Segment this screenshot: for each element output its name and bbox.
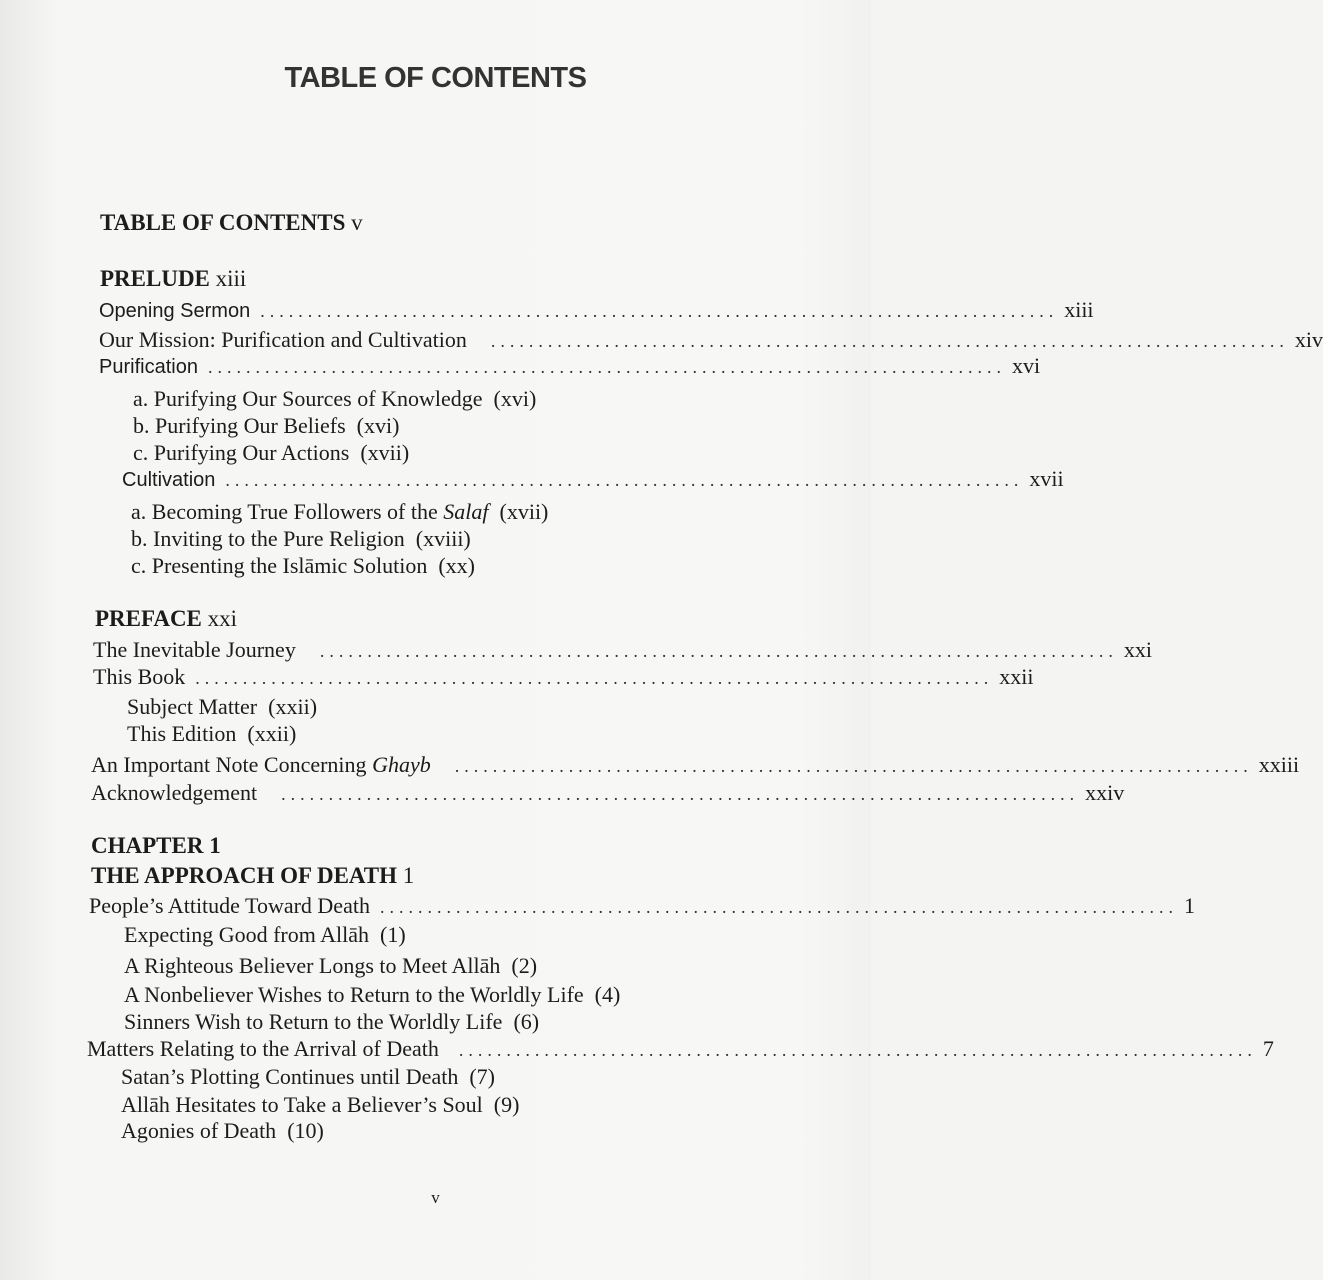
preface-heading-page: xxi [207, 606, 238, 631]
dot-leader: .................................................................................... [195, 668, 994, 688]
toc-entry [99, 327, 1323, 354]
page-title: TABLE OF CONTENTS [284, 62, 587, 94]
toc-subentry-label: c. Purifying Our Actions [133, 440, 350, 465]
toc-subentry [121, 1118, 324, 1144]
chapter-heading [91, 863, 414, 889]
toc-subentry [133, 386, 536, 412]
toc-subentry-label: Agonies of Death [121, 1118, 277, 1143]
dot-leader: .................................................................................... [260, 301, 1059, 321]
toc-entry-page: xvi [1011, 353, 1041, 378]
chapter-heading-page: 1 [402, 863, 415, 888]
toc-subentry-label: Satan’s Plotting Continues until Death [121, 1064, 459, 1089]
toc-subentry [131, 526, 471, 552]
toc-entry [91, 752, 1300, 779]
toc-entry-label: Purification [99, 356, 198, 378]
chapter-label: CHAPTER 1 [91, 833, 221, 858]
toc-subentry-page: (xx) [438, 553, 476, 578]
dot-leader: .................................................................................... [379, 897, 1178, 917]
dot-leader: .................................................................................... [458, 1040, 1257, 1060]
dot-leader: .................................................................................... [207, 357, 1006, 377]
toc-subentry-page: (xvii) [499, 499, 549, 524]
dot-leader: .................................................................................... [281, 784, 1080, 804]
toc-entry-page: 1 [1183, 893, 1195, 918]
chapter-heading-label: THE APPROACH OF DEATH [91, 863, 398, 888]
toc-subentry-page: (2) [511, 953, 538, 978]
toc-entry-page: xiv [1294, 327, 1323, 352]
toc-subentry-label: A Righteous Believer Longs to Meet Allāh [124, 953, 501, 978]
dot-leader: .................................................................................... [454, 756, 1253, 776]
toc-subentry-label: Sinners Wish to Return to the Worldly Life [124, 1009, 503, 1034]
toc-subentry [127, 721, 296, 747]
toc-subentry-label: b. Purifying Our Beliefs [133, 413, 346, 438]
toc-subentry-label: Allāh Hesitates to Take a Believer’s Soul [121, 1092, 483, 1117]
toc-subentry [121, 1064, 495, 1090]
toc-subentry-label: Subject Matter [127, 694, 258, 719]
toc-subentry-page: (xvi) [356, 413, 400, 438]
toc-subentry-page: (7) [469, 1064, 495, 1089]
toc-subentry-label: b. Inviting to the Pure Religion [131, 526, 405, 551]
toc-entry [99, 297, 1094, 324]
prelude-heading [100, 266, 246, 292]
toc-entry-page: xxiii [1258, 752, 1300, 777]
toc-entry [99, 353, 1041, 380]
toc-subentry-page: (4) [594, 982, 621, 1007]
toc-entry-label-text: An Important Note Concerning [91, 752, 367, 777]
toc-entry-italic: Ghayb [372, 752, 431, 777]
prelude-heading-page: xiii [215, 266, 247, 291]
preface-heading-label: PREFACE [95, 606, 202, 631]
toc-subentry-label: This Edition [127, 721, 237, 746]
toc-entry-page: 7 [1262, 1036, 1274, 1061]
toc-entry-label: Opening Sermon [99, 300, 251, 322]
dot-leader: .................................................................................... [225, 470, 1024, 490]
toc-subentry-page: (10) [287, 1118, 324, 1143]
dot-leader: .................................................................................... [319, 641, 1118, 661]
toc-subentry [131, 499, 548, 525]
dot-leader: .................................................................................... [490, 331, 1289, 351]
toc-subentry [127, 694, 317, 720]
prelude-heading-label: PRELUDE [100, 266, 210, 291]
toc-entry [93, 637, 1152, 664]
toc-subentry-label: Expecting Good from Allāh [124, 922, 370, 947]
toc-subentry-label: A Nonbeliever Wishes to Return to the Worldly Life [124, 982, 584, 1007]
toc-entry-page: xvii [1029, 466, 1064, 491]
toc-entry-page: xxiv [1085, 780, 1125, 805]
toc-heading-label: TABLE OF CONTENTS [100, 210, 346, 235]
toc-subentry [124, 922, 406, 948]
toc-subentry-page: (xxii) [247, 721, 297, 746]
toc-subentry-italic: Salaf [443, 499, 489, 524]
toc-subentry-label: c. Presenting the Islāmic Solution [131, 553, 428, 578]
toc-subentry [121, 1092, 519, 1118]
toc-subentry [124, 953, 537, 979]
toc-subentry-page: (9) [493, 1092, 520, 1117]
toc-entry-page: xxii [999, 664, 1034, 689]
toc-entry [87, 1036, 1274, 1063]
toc-subentry [133, 440, 409, 466]
toc-entry-label: People’s Attitude Toward Death [89, 893, 370, 918]
toc-subentry-page: (xxii) [268, 694, 318, 719]
toc-entry [93, 664, 1034, 691]
toc-subentry [133, 413, 399, 439]
toc-entry-label: Matters Relating to the Arrival of Death [87, 1036, 439, 1061]
toc-entry-label: This Book [93, 664, 186, 689]
toc-entry-label: The Inevitable Journey [93, 637, 296, 662]
toc-subentry-page: (xvii) [360, 440, 410, 465]
toc-subentry-label: a. Purifying Our Sources of Knowledge [133, 386, 483, 411]
toc-entry-label: Cultivation [122, 469, 216, 491]
toc-entry [89, 893, 1195, 920]
toc-subentry-label: a. Becoming True Followers of the [131, 499, 438, 524]
toc-entry-label: Our Mission: Purification and Cultivation [99, 327, 467, 352]
toc-subentry-page: (xvi) [493, 386, 537, 411]
toc-entry-label: Acknowledgement [91, 780, 258, 805]
toc-subentry-page: (6) [513, 1009, 540, 1034]
preface-heading [95, 606, 237, 632]
toc-entry-label [91, 752, 431, 778]
toc-heading-page: v [351, 210, 363, 235]
toc-entry [122, 466, 1064, 493]
page-number: v [431, 1188, 440, 1207]
toc-subentry [124, 1009, 539, 1035]
toc-subentry-page: (1) [380, 922, 406, 947]
toc-entry-page: xiii [1064, 297, 1094, 322]
toc-heading [100, 210, 363, 236]
toc-subentry-page: (xviii) [415, 526, 471, 551]
toc-entry [91, 780, 1125, 807]
toc-subentry [131, 553, 475, 579]
toc-subentry [124, 982, 620, 1008]
toc-entry-page: xxi [1123, 637, 1152, 662]
